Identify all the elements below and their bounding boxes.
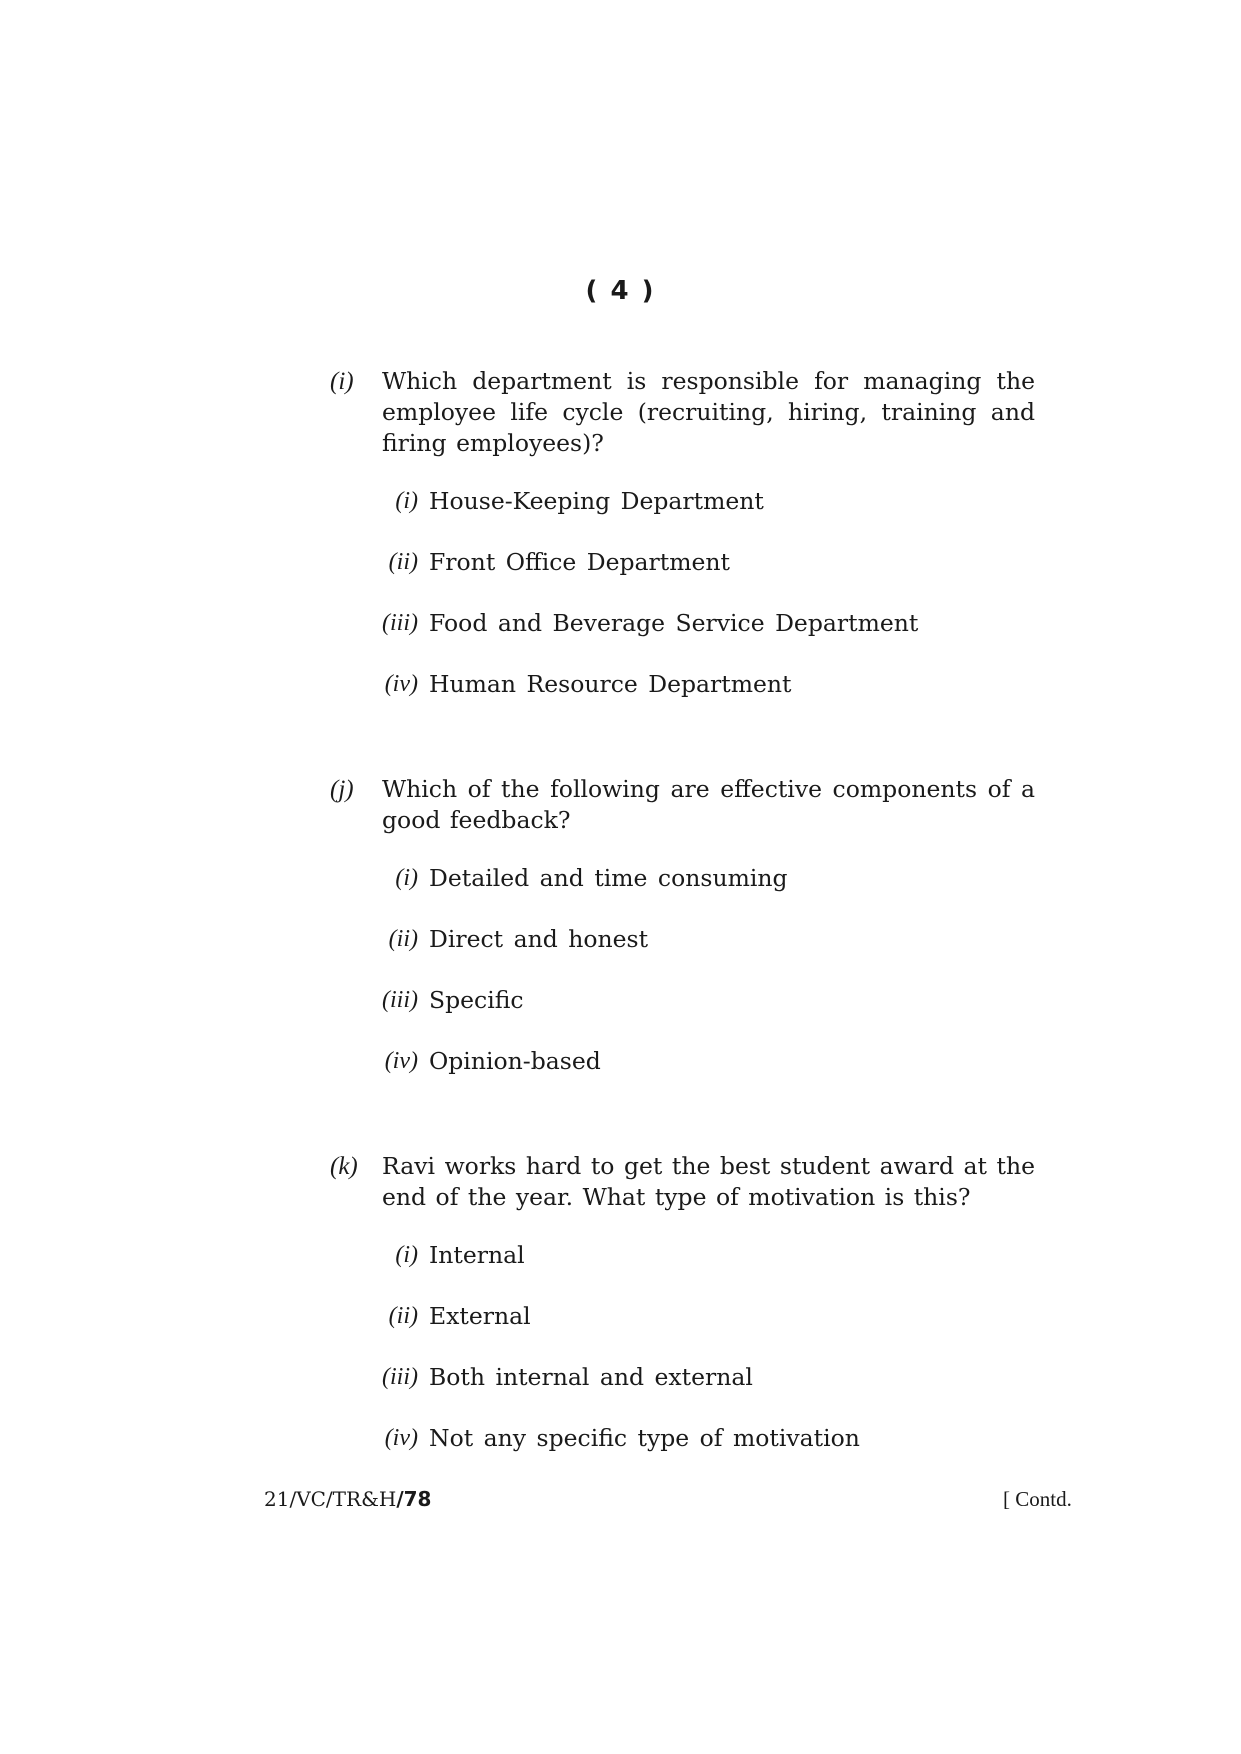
option-label: (i) (395, 1242, 418, 1268)
paper-code (264, 1487, 431, 1511)
option-item (330, 1362, 1035, 1393)
options-list (330, 1240, 1035, 1454)
option-label: (i) (395, 488, 418, 514)
question-label: (k) (330, 1153, 358, 1180)
paper-code-prefix: 21/VC/TR&H (264, 1487, 397, 1511)
option-item (330, 1046, 1035, 1077)
option-text: Specific (429, 986, 524, 1014)
option-label: (ii) (388, 549, 418, 575)
option-text: Direct and honest (429, 925, 649, 953)
option-label: (i) (395, 865, 418, 891)
option-text: Internal (429, 1241, 525, 1269)
question-label: (i) (330, 368, 354, 395)
option-item (330, 486, 1035, 517)
option-text: Food and Beverage Service Department (429, 609, 919, 637)
continued-note: [ Contd. (1003, 1487, 1072, 1511)
option-label: (iii) (382, 610, 418, 636)
option-item (330, 547, 1035, 578)
question-i (330, 366, 1035, 730)
question-text: Which of the following are effective components of a good feedback? (382, 775, 1035, 834)
question-j (330, 774, 1035, 1107)
option-text: Both internal and external (429, 1363, 753, 1391)
option-item (330, 669, 1035, 700)
option-text: Not any specific type of motivation (429, 1424, 860, 1452)
option-text: House-Keeping Department (429, 487, 764, 515)
option-label: (iv) (384, 1425, 418, 1451)
option-label: (iv) (384, 671, 418, 697)
option-text: Opinion-based (429, 1047, 601, 1075)
options-list (330, 486, 1035, 700)
option-label: (ii) (388, 926, 418, 952)
option-item (330, 924, 1035, 955)
question-text: Which department is responsible for managing the employee life cycle (recruiting, hiring, training and firing employees)? (382, 367, 1035, 457)
option-item (330, 608, 1035, 639)
option-label: (ii) (388, 1303, 418, 1329)
option-item (330, 1423, 1035, 1454)
option-text: Detailed and time consuming (429, 864, 788, 892)
option-item (330, 985, 1035, 1016)
option-item (330, 863, 1035, 894)
option-label: (iii) (382, 987, 418, 1013)
paper-code-suffix: /78 (396, 1487, 432, 1511)
option-text: Front Office Department (429, 548, 731, 576)
question-text: Ravi works hard to get the best student award at the end of the year. What type of motivation is this? (382, 1152, 1035, 1211)
question-label: (j) (330, 776, 354, 803)
option-item (330, 1240, 1035, 1271)
option-label: (iv) (384, 1048, 418, 1074)
option-item (330, 1301, 1035, 1332)
options-list (330, 863, 1035, 1077)
option-label: (iii) (382, 1364, 418, 1390)
page-number: ( 4 ) (585, 276, 656, 306)
question-k (330, 1151, 1035, 1484)
option-text: Human Resource Department (429, 670, 792, 698)
option-text: External (429, 1302, 531, 1330)
